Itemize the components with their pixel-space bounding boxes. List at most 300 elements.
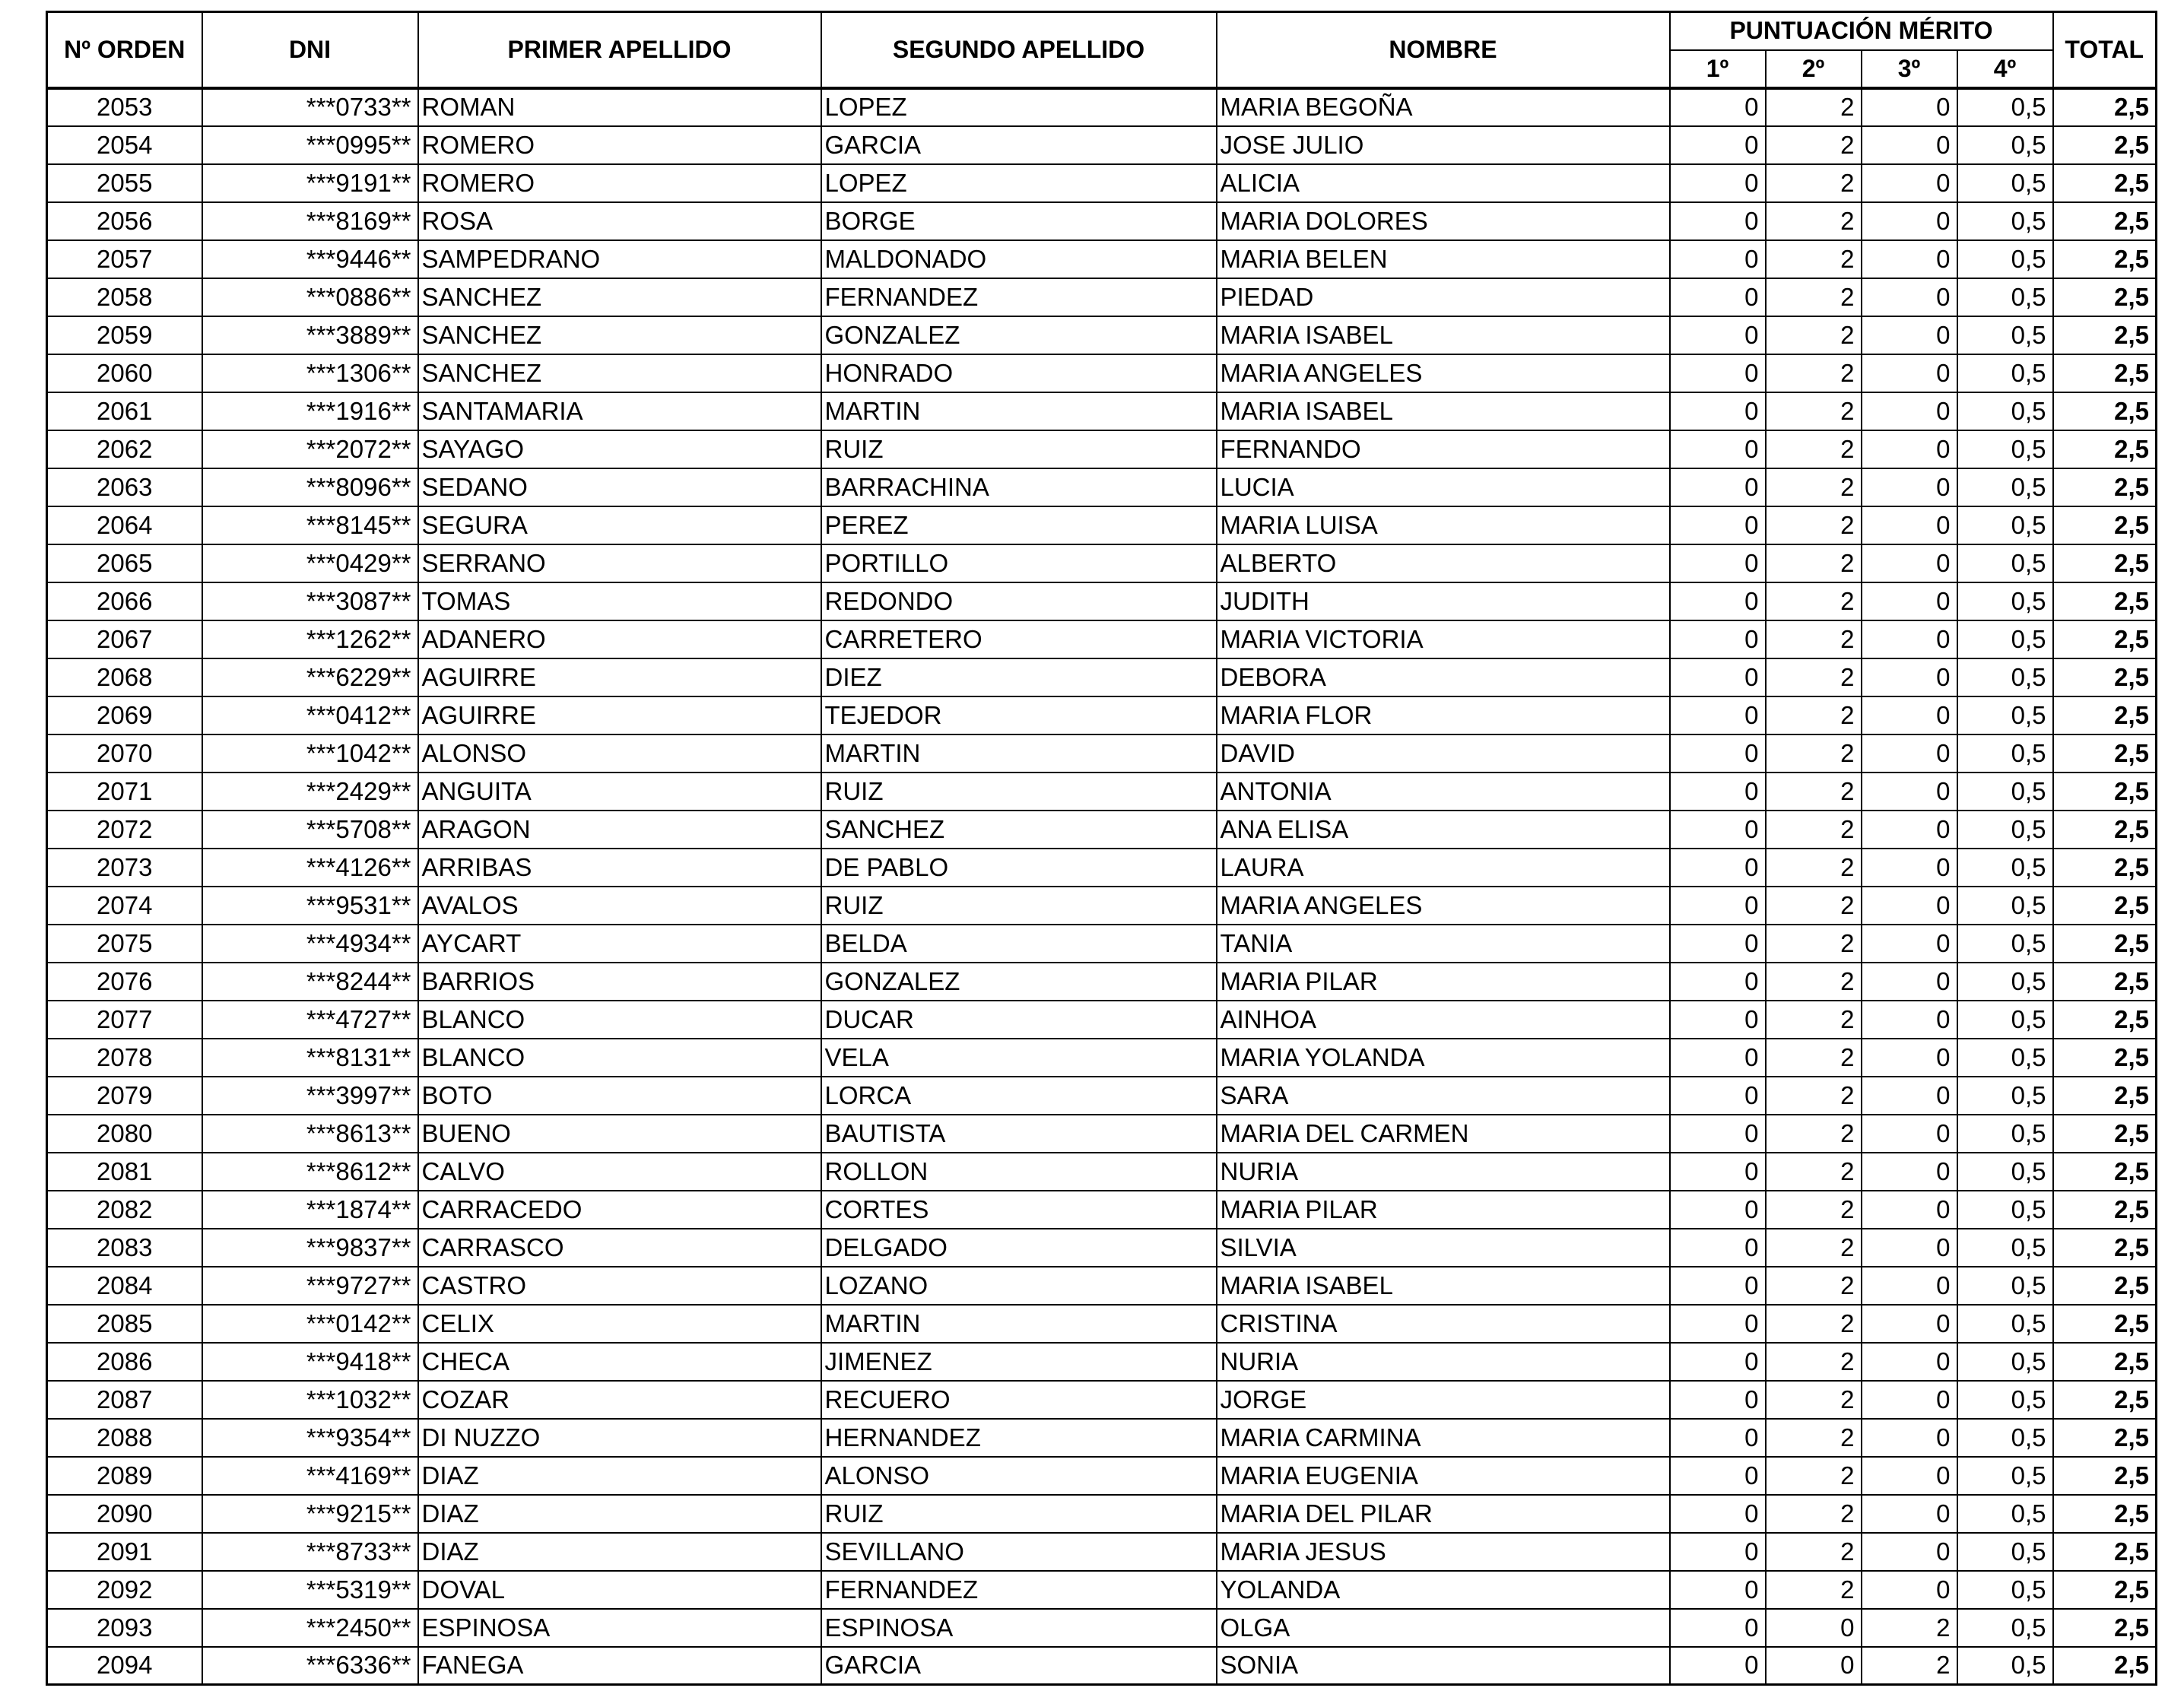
cell-segundo-apellido: RUIZ [821, 887, 1217, 925]
cell-primer-apellido: AYCART [418, 925, 821, 963]
cell-segundo-apellido: GARCIA [821, 1647, 1217, 1685]
cell-segundo-apellido: JIMENEZ [821, 1343, 1217, 1381]
cell-segundo-apellido: VELA [821, 1039, 1217, 1077]
table-row [47, 1419, 2157, 1457]
cell-nombre: MARIA ANGELES [1217, 887, 1670, 925]
cell-orden: 2094 [47, 1647, 202, 1685]
cell-orden: 2077 [47, 1001, 202, 1039]
cell-nombre: LUCIA [1217, 468, 1670, 506]
cell-orden: 2057 [47, 240, 202, 278]
cell-merito-3: 0 [1862, 1533, 1957, 1571]
cell-merito-4: 0,5 [1957, 1229, 2053, 1267]
cell-nombre: ALICIA [1217, 164, 1670, 202]
cell-dni: ***9531** [202, 887, 418, 925]
cell-segundo-apellido: RUIZ [821, 430, 1217, 468]
cell-total: 2,5 [2053, 887, 2157, 925]
cell-merito-2: 2 [1766, 811, 1862, 849]
cell-merito-1: 0 [1670, 1343, 1766, 1381]
cell-merito-3: 0 [1862, 1153, 1957, 1191]
cell-total: 2,5 [2053, 849, 2157, 887]
cell-orden: 2093 [47, 1609, 202, 1647]
cell-dni: ***9727** [202, 1267, 418, 1305]
cell-nombre: MARIA ISABEL [1217, 316, 1670, 354]
cell-primer-apellido: COZAR [418, 1381, 821, 1419]
cell-merito-4: 0,5 [1957, 1267, 2053, 1305]
cell-total: 2,5 [2053, 1533, 2157, 1571]
cell-orden: 2063 [47, 468, 202, 506]
header-merito-1: 1º [1670, 50, 1766, 88]
cell-merito-1: 0 [1670, 430, 1766, 468]
cell-dni: ***0142** [202, 1305, 418, 1343]
cell-merito-2: 2 [1766, 620, 1862, 658]
cell-dni: ***9191** [202, 164, 418, 202]
cell-dni: ***3889** [202, 316, 418, 354]
cell-merito-1: 0 [1670, 1229, 1766, 1267]
cell-segundo-apellido: DIEZ [821, 658, 1217, 696]
cell-nombre: MARIA PILAR [1217, 1191, 1670, 1229]
cell-merito-4: 0,5 [1957, 773, 2053, 811]
cell-merito-3: 0 [1862, 811, 1957, 849]
cell-merito-2: 2 [1766, 1419, 1862, 1457]
cell-merito-2: 2 [1766, 506, 1862, 544]
cell-segundo-apellido: RUIZ [821, 773, 1217, 811]
cell-total: 2,5 [2053, 582, 2157, 620]
table-row [47, 925, 2157, 963]
cell-segundo-apellido: GONZALEZ [821, 963, 1217, 1001]
cell-segundo-apellido: LOPEZ [821, 164, 1217, 202]
cell-merito-1: 0 [1670, 1533, 1766, 1571]
table-row [47, 354, 2157, 392]
cell-merito-1: 0 [1670, 1077, 1766, 1115]
cell-orden: 2054 [47, 126, 202, 164]
cell-merito-2: 2 [1766, 1191, 1862, 1229]
cell-total: 2,5 [2053, 658, 2157, 696]
cell-orden: 2068 [47, 658, 202, 696]
cell-primer-apellido: ESPINOSA [418, 1609, 821, 1647]
cell-merito-4: 0,5 [1957, 544, 2053, 582]
header-merito-4: 4º [1957, 50, 2053, 88]
cell-nombre: MARIA CARMINA [1217, 1419, 1670, 1457]
cell-primer-apellido: CASTRO [418, 1267, 821, 1305]
cell-segundo-apellido: MARTIN [821, 734, 1217, 773]
cell-nombre: MARIA LUISA [1217, 506, 1670, 544]
cell-orden: 2055 [47, 164, 202, 202]
cell-merito-3: 0 [1862, 430, 1957, 468]
merit-score-table [46, 11, 2157, 1686]
cell-nombre: ALBERTO [1217, 544, 1670, 582]
cell-orden: 2056 [47, 202, 202, 240]
cell-orden: 2069 [47, 696, 202, 734]
cell-merito-1: 0 [1670, 658, 1766, 696]
table-row [47, 1495, 2157, 1533]
cell-merito-1: 0 [1670, 1381, 1766, 1419]
cell-segundo-apellido: HONRADO [821, 354, 1217, 392]
table-row [47, 963, 2157, 1001]
cell-segundo-apellido: LORCA [821, 1077, 1217, 1115]
cell-orden: 2086 [47, 1343, 202, 1381]
header-merito-3: 3º [1862, 50, 1957, 88]
cell-merito-3: 0 [1862, 1305, 1957, 1343]
cell-merito-4: 0,5 [1957, 1647, 2053, 1685]
cell-orden: 2088 [47, 1419, 202, 1457]
cell-merito-1: 0 [1670, 925, 1766, 963]
cell-dni: ***5708** [202, 811, 418, 849]
cell-merito-2: 2 [1766, 126, 1862, 164]
cell-merito-2: 2 [1766, 1571, 1862, 1609]
cell-merito-4: 0,5 [1957, 278, 2053, 316]
cell-merito-1: 0 [1670, 1305, 1766, 1343]
cell-orden: 2091 [47, 1533, 202, 1571]
cell-segundo-apellido: FERNANDEZ [821, 1571, 1217, 1609]
cell-merito-4: 0,5 [1957, 620, 2053, 658]
cell-merito-3: 0 [1862, 88, 1957, 126]
cell-orden: 2083 [47, 1229, 202, 1267]
cell-orden: 2090 [47, 1495, 202, 1533]
cell-primer-apellido: BOTO [418, 1077, 821, 1115]
cell-nombre: OLGA [1217, 1609, 1670, 1647]
cell-dni: ***1032** [202, 1381, 418, 1419]
table-row [47, 506, 2157, 544]
cell-merito-2: 2 [1766, 1305, 1862, 1343]
cell-dni: ***8612** [202, 1153, 418, 1191]
cell-merito-4: 0,5 [1957, 392, 2053, 430]
cell-merito-4: 0,5 [1957, 887, 2053, 925]
cell-merito-2: 2 [1766, 544, 1862, 582]
cell-merito-3: 0 [1862, 734, 1957, 773]
cell-merito-3: 0 [1862, 963, 1957, 1001]
cell-segundo-apellido: GARCIA [821, 126, 1217, 164]
cell-orden: 2081 [47, 1153, 202, 1191]
cell-orden: 2067 [47, 620, 202, 658]
cell-merito-2: 2 [1766, 1267, 1862, 1305]
cell-merito-3: 0 [1862, 202, 1957, 240]
cell-merito-3: 0 [1862, 126, 1957, 164]
header-total: TOTAL [2053, 12, 2157, 88]
cell-primer-apellido: SEDANO [418, 468, 821, 506]
table-row [47, 1343, 2157, 1381]
cell-primer-apellido: SAMPEDRANO [418, 240, 821, 278]
cell-merito-4: 0,5 [1957, 1457, 2053, 1495]
cell-total: 2,5 [2053, 1419, 2157, 1457]
cell-merito-3: 0 [1862, 1343, 1957, 1381]
table-row [47, 392, 2157, 430]
cell-segundo-apellido: FERNANDEZ [821, 278, 1217, 316]
cell-merito-1: 0 [1670, 1115, 1766, 1153]
header-dni: DNI [202, 12, 418, 88]
cell-primer-apellido: SAYAGO [418, 430, 821, 468]
cell-primer-apellido: BLANCO [418, 1001, 821, 1039]
cell-orden: 2089 [47, 1457, 202, 1495]
cell-primer-apellido: DIAZ [418, 1495, 821, 1533]
cell-orden: 2061 [47, 392, 202, 430]
cell-dni: ***8096** [202, 468, 418, 506]
cell-primer-apellido: AGUIRRE [418, 696, 821, 734]
cell-primer-apellido: SEGURA [418, 506, 821, 544]
table-row [47, 1153, 2157, 1191]
cell-merito-4: 0,5 [1957, 1533, 2053, 1571]
cell-primer-apellido: AVALOS [418, 887, 821, 925]
cell-merito-3: 0 [1862, 1267, 1957, 1305]
cell-dni: ***1874** [202, 1191, 418, 1229]
cell-segundo-apellido: RUIZ [821, 1495, 1217, 1533]
cell-nombre: SARA [1217, 1077, 1670, 1115]
cell-merito-4: 0,5 [1957, 1153, 2053, 1191]
cell-total: 2,5 [2053, 1457, 2157, 1495]
cell-nombre: MARIA ISABEL [1217, 1267, 1670, 1305]
cell-nombre: SONIA [1217, 1647, 1670, 1685]
cell-merito-1: 0 [1670, 1495, 1766, 1533]
cell-primer-apellido: SANCHEZ [418, 316, 821, 354]
cell-total: 2,5 [2053, 354, 2157, 392]
cell-total: 2,5 [2053, 1001, 2157, 1039]
cell-segundo-apellido: GONZALEZ [821, 316, 1217, 354]
cell-merito-1: 0 [1670, 734, 1766, 773]
cell-primer-apellido: TOMAS [418, 582, 821, 620]
cell-segundo-apellido: BARRACHINA [821, 468, 1217, 506]
cell-merito-1: 0 [1670, 164, 1766, 202]
cell-merito-4: 0,5 [1957, 1077, 2053, 1115]
cell-merito-4: 0,5 [1957, 88, 2053, 126]
cell-merito-3: 0 [1862, 887, 1957, 925]
cell-nombre: AINHOA [1217, 1001, 1670, 1039]
cell-total: 2,5 [2053, 1647, 2157, 1685]
cell-merito-2: 2 [1766, 734, 1862, 773]
cell-merito-2: 2 [1766, 1381, 1862, 1419]
cell-total: 2,5 [2053, 1115, 2157, 1153]
cell-merito-3: 0 [1862, 658, 1957, 696]
cell-segundo-apellido: BORGE [821, 202, 1217, 240]
cell-merito-3: 0 [1862, 240, 1957, 278]
cell-primer-apellido: DOVAL [418, 1571, 821, 1609]
cell-orden: 2076 [47, 963, 202, 1001]
table-row [47, 468, 2157, 506]
cell-segundo-apellido: CORTES [821, 1191, 1217, 1229]
cell-merito-1: 0 [1670, 1001, 1766, 1039]
cell-dni: ***4169** [202, 1457, 418, 1495]
cell-merito-1: 0 [1670, 1153, 1766, 1191]
cell-nombre: MARIA PILAR [1217, 963, 1670, 1001]
cell-nombre: MARIA DEL PILAR [1217, 1495, 1670, 1533]
cell-dni: ***1042** [202, 734, 418, 773]
cell-dni: ***4727** [202, 1001, 418, 1039]
cell-merito-1: 0 [1670, 1419, 1766, 1457]
cell-merito-4: 0,5 [1957, 1609, 2053, 1647]
cell-merito-3: 0 [1862, 1039, 1957, 1077]
table-row [47, 1001, 2157, 1039]
cell-nombre: MARIA JESUS [1217, 1533, 1670, 1571]
cell-merito-1: 0 [1670, 582, 1766, 620]
cell-merito-2: 2 [1766, 582, 1862, 620]
cell-dni: ***1262** [202, 620, 418, 658]
cell-merito-1: 0 [1670, 468, 1766, 506]
cell-primer-apellido: CARRASCO [418, 1229, 821, 1267]
cell-primer-apellido: ROMAN [418, 88, 821, 126]
cell-primer-apellido: ROMERO [418, 164, 821, 202]
cell-merito-2: 2 [1766, 1495, 1862, 1533]
cell-nombre: LAURA [1217, 849, 1670, 887]
cell-merito-1: 0 [1670, 849, 1766, 887]
cell-total: 2,5 [2053, 88, 2157, 126]
cell-nombre: JORGE [1217, 1381, 1670, 1419]
cell-merito-3: 0 [1862, 1381, 1957, 1419]
table-row [47, 1229, 2157, 1267]
cell-segundo-apellido: PORTILLO [821, 544, 1217, 582]
cell-segundo-apellido: MALDONADO [821, 240, 1217, 278]
cell-merito-1: 0 [1670, 278, 1766, 316]
cell-orden: 2087 [47, 1381, 202, 1419]
cell-total: 2,5 [2053, 468, 2157, 506]
table-row [47, 773, 2157, 811]
cell-dni: ***4126** [202, 849, 418, 887]
cell-merito-4: 0,5 [1957, 468, 2053, 506]
cell-merito-1: 0 [1670, 811, 1766, 849]
cell-merito-4: 0,5 [1957, 126, 2053, 164]
cell-merito-2: 2 [1766, 1115, 1862, 1153]
cell-total: 2,5 [2053, 1153, 2157, 1191]
cell-merito-2: 0 [1766, 1647, 1862, 1685]
cell-merito-2: 2 [1766, 658, 1862, 696]
cell-dni: ***0733** [202, 88, 418, 126]
cell-merito-3: 0 [1862, 164, 1957, 202]
cell-dni: ***8145** [202, 506, 418, 544]
cell-total: 2,5 [2053, 1191, 2157, 1229]
cell-merito-3: 0 [1862, 354, 1957, 392]
cell-merito-2: 2 [1766, 963, 1862, 1001]
cell-orden: 2072 [47, 811, 202, 849]
cell-nombre: TANIA [1217, 925, 1670, 963]
cell-primer-apellido: ARAGON [418, 811, 821, 849]
cell-merito-2: 2 [1766, 773, 1862, 811]
cell-merito-4: 0,5 [1957, 963, 2053, 1001]
table-row [47, 811, 2157, 849]
cell-dni: ***2072** [202, 430, 418, 468]
cell-merito-3: 0 [1862, 1495, 1957, 1533]
header-segundo-apellido: SEGUNDO APELLIDO [821, 12, 1217, 88]
cell-dni: ***9837** [202, 1229, 418, 1267]
cell-merito-3: 0 [1862, 1001, 1957, 1039]
table-row [47, 1305, 2157, 1343]
cell-nombre: MARIA BEGOÑA [1217, 88, 1670, 126]
cell-primer-apellido: CARRACEDO [418, 1191, 821, 1229]
cell-merito-4: 0,5 [1957, 202, 2053, 240]
cell-dni: ***8131** [202, 1039, 418, 1077]
cell-segundo-apellido: MARTIN [821, 1305, 1217, 1343]
cell-segundo-apellido: BELDA [821, 925, 1217, 963]
table-row [47, 278, 2157, 316]
cell-merito-4: 0,5 [1957, 658, 2053, 696]
table-row [47, 202, 2157, 240]
cell-merito-4: 0,5 [1957, 1571, 2053, 1609]
cell-nombre: DAVID [1217, 734, 1670, 773]
table-row [47, 620, 2157, 658]
cell-orden: 2082 [47, 1191, 202, 1229]
cell-total: 2,5 [2053, 506, 2157, 544]
cell-primer-apellido: ROMERO [418, 126, 821, 164]
table-row [47, 240, 2157, 278]
cell-total: 2,5 [2053, 202, 2157, 240]
cell-nombre: JOSE JULIO [1217, 126, 1670, 164]
cell-merito-4: 0,5 [1957, 1001, 2053, 1039]
cell-dni: ***0412** [202, 696, 418, 734]
cell-total: 2,5 [2053, 392, 2157, 430]
cell-orden: 2074 [47, 887, 202, 925]
cell-merito-4: 0,5 [1957, 240, 2053, 278]
cell-dni: ***0886** [202, 278, 418, 316]
cell-dni: ***3087** [202, 582, 418, 620]
cell-merito-2: 2 [1766, 1533, 1862, 1571]
cell-merito-4: 0,5 [1957, 696, 2053, 734]
cell-total: 2,5 [2053, 164, 2157, 202]
cell-merito-3: 0 [1862, 1229, 1957, 1267]
cell-merito-3: 0 [1862, 1191, 1957, 1229]
cell-segundo-apellido: ROLLON [821, 1153, 1217, 1191]
cell-merito-1: 0 [1670, 1609, 1766, 1647]
cell-orden: 2071 [47, 773, 202, 811]
cell-merito-4: 0,5 [1957, 506, 2053, 544]
cell-orden: 2058 [47, 278, 202, 316]
cell-merito-1: 0 [1670, 126, 1766, 164]
cell-merito-3: 0 [1862, 392, 1957, 430]
cell-primer-apellido: BARRIOS [418, 963, 821, 1001]
table-body [47, 88, 2157, 1685]
cell-merito-4: 0,5 [1957, 1039, 2053, 1077]
cell-merito-4: 0,5 [1957, 430, 2053, 468]
cell-merito-3: 0 [1862, 925, 1957, 963]
cell-nombre: YOLANDA [1217, 1571, 1670, 1609]
cell-merito-3: 0 [1862, 1457, 1957, 1495]
cell-primer-apellido: ANGUITA [418, 773, 821, 811]
cell-nombre: NURIA [1217, 1153, 1670, 1191]
cell-primer-apellido: AGUIRRE [418, 658, 821, 696]
cell-dni: ***4934** [202, 925, 418, 963]
table-row [47, 658, 2157, 696]
cell-segundo-apellido: HERNANDEZ [821, 1419, 1217, 1457]
cell-total: 2,5 [2053, 1077, 2157, 1115]
table-row [47, 887, 2157, 925]
cell-merito-1: 0 [1670, 1571, 1766, 1609]
cell-merito-3: 2 [1862, 1609, 1957, 1647]
table-row [47, 544, 2157, 582]
cell-total: 2,5 [2053, 126, 2157, 164]
cell-orden: 2079 [47, 1077, 202, 1115]
cell-total: 2,5 [2053, 1039, 2157, 1077]
cell-merito-2: 2 [1766, 468, 1862, 506]
cell-dni: ***8244** [202, 963, 418, 1001]
cell-merito-3: 0 [1862, 468, 1957, 506]
cell-dni: ***9446** [202, 240, 418, 278]
cell-orden: 2092 [47, 1571, 202, 1609]
cell-merito-2: 2 [1766, 354, 1862, 392]
cell-merito-1: 0 [1670, 316, 1766, 354]
cell-segundo-apellido: TEJEDOR [821, 696, 1217, 734]
cell-total: 2,5 [2053, 1305, 2157, 1343]
cell-dni: ***3997** [202, 1077, 418, 1115]
cell-dni: ***2429** [202, 773, 418, 811]
cell-primer-apellido: BUENO [418, 1115, 821, 1153]
header-nombre: NOMBRE [1217, 12, 1670, 88]
cell-merito-2: 2 [1766, 202, 1862, 240]
cell-total: 2,5 [2053, 1229, 2157, 1267]
cell-merito-4: 0,5 [1957, 811, 2053, 849]
cell-merito-4: 0,5 [1957, 1495, 2053, 1533]
cell-dni: ***8733** [202, 1533, 418, 1571]
cell-total: 2,5 [2053, 1267, 2157, 1305]
table-row [47, 88, 2157, 126]
cell-dni: ***8613** [202, 1115, 418, 1153]
cell-merito-2: 2 [1766, 240, 1862, 278]
cell-merito-4: 0,5 [1957, 734, 2053, 773]
cell-merito-3: 0 [1862, 1077, 1957, 1115]
